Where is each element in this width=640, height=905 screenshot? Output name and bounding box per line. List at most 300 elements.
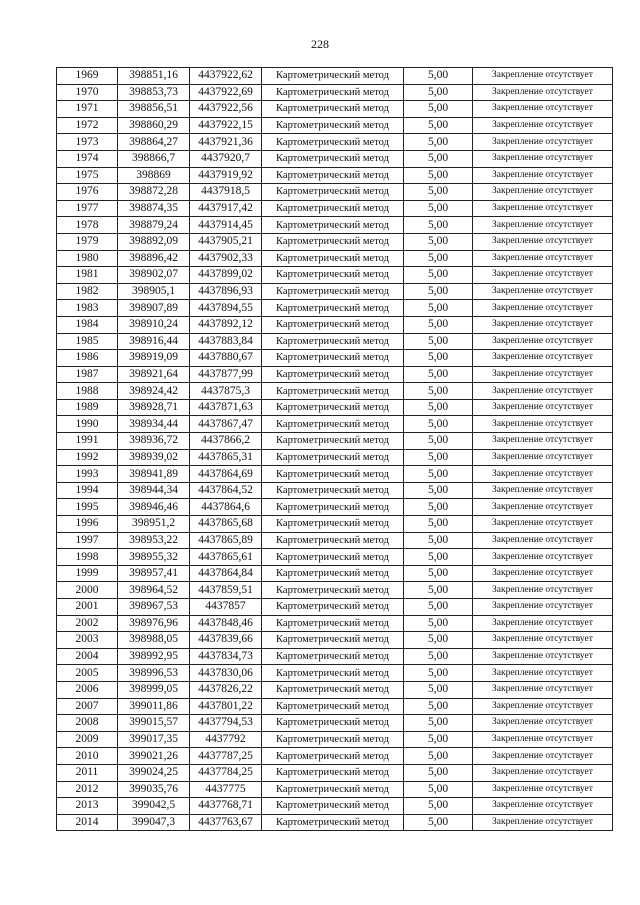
- method-cell: Картометрический метод: [262, 267, 404, 284]
- accuracy-cell: 5,00: [404, 217, 473, 234]
- table-row: [57, 532, 613, 549]
- fixation-cell: Закрепление отсутствует: [473, 350, 613, 367]
- method-cell: Картометрический метод: [262, 383, 404, 400]
- fixation-cell: Закрепление отсутствует: [473, 449, 613, 466]
- accuracy-cell: 5,00: [404, 449, 473, 466]
- method-cell: Картометрический метод: [262, 184, 404, 201]
- x-coordinate-cell: 398992,95: [118, 648, 190, 665]
- method-cell: Картометрический метод: [262, 731, 404, 748]
- method-cell: Картометрический метод: [262, 698, 404, 715]
- method-cell: Картометрический метод: [262, 217, 404, 234]
- fixation-cell: Закрепление отсутствует: [473, 731, 613, 748]
- table-row: [57, 582, 613, 599]
- fixation-cell: Закрепление отсутствует: [473, 681, 613, 698]
- fixation-cell: Закрепление отсутствует: [473, 167, 613, 184]
- accuracy-cell: 5,00: [404, 399, 473, 416]
- y-coordinate-cell: 4437830,06: [190, 665, 262, 682]
- table-row: [57, 814, 613, 831]
- fixation-cell: Закрепление отсутствует: [473, 117, 613, 134]
- fixation-cell: Закрепление отсутствует: [473, 68, 613, 85]
- table-row: [57, 449, 613, 466]
- method-cell: Картометрический метод: [262, 399, 404, 416]
- x-coordinate-cell: 398860,29: [118, 117, 190, 134]
- fixation-cell: Закрепление отсутствует: [473, 333, 613, 350]
- fixation-cell: Закрепление отсутствует: [473, 698, 613, 715]
- accuracy-cell: 5,00: [404, 764, 473, 781]
- table-row: [57, 350, 613, 367]
- table-row: [57, 150, 613, 167]
- point-number-cell: 2003: [57, 632, 118, 649]
- table-row: [57, 233, 613, 250]
- point-number-cell: 2012: [57, 781, 118, 798]
- x-coordinate-cell: 398934,44: [118, 416, 190, 433]
- fixation-cell: Закрепление отсутствует: [473, 316, 613, 333]
- point-number-cell: 1993: [57, 466, 118, 483]
- accuracy-cell: 5,00: [404, 316, 473, 333]
- point-number-cell: 1997: [57, 532, 118, 549]
- method-cell: Картометрический метод: [262, 200, 404, 217]
- accuracy-cell: 5,00: [404, 715, 473, 732]
- x-coordinate-cell: 398928,71: [118, 399, 190, 416]
- method-cell: Картометрический метод: [262, 333, 404, 350]
- accuracy-cell: 5,00: [404, 665, 473, 682]
- point-number-cell: 2000: [57, 582, 118, 599]
- fixation-cell: Закрепление отсутствует: [473, 433, 613, 450]
- x-coordinate-cell: 398910,24: [118, 316, 190, 333]
- x-coordinate-cell: 398856,51: [118, 101, 190, 118]
- x-coordinate-cell: 398916,44: [118, 333, 190, 350]
- y-coordinate-cell: 4437902,33: [190, 250, 262, 267]
- fixation-cell: Закрепление отсутствует: [473, 814, 613, 831]
- y-coordinate-cell: 4437784,25: [190, 764, 262, 781]
- y-coordinate-cell: 4437920,7: [190, 150, 262, 167]
- table-row: [57, 283, 613, 300]
- fixation-cell: Закрепление отсутствует: [473, 615, 613, 632]
- point-number-cell: 1986: [57, 350, 118, 367]
- fixation-cell: Закрепление отсутствует: [473, 200, 613, 217]
- x-coordinate-cell: 398953,22: [118, 532, 190, 549]
- table-row: [57, 117, 613, 134]
- method-cell: Картометрический метод: [262, 599, 404, 616]
- x-coordinate-cell: 399015,57: [118, 715, 190, 732]
- accuracy-cell: 5,00: [404, 698, 473, 715]
- point-number-cell: 2001: [57, 599, 118, 616]
- point-number-cell: 1974: [57, 150, 118, 167]
- method-cell: Картометрический метод: [262, 715, 404, 732]
- accuracy-cell: 5,00: [404, 300, 473, 317]
- method-cell: Картометрический метод: [262, 466, 404, 483]
- point-number-cell: 1970: [57, 84, 118, 101]
- point-number-cell: 1999: [57, 565, 118, 582]
- method-cell: Картометрический метод: [262, 134, 404, 151]
- accuracy-cell: 5,00: [404, 466, 473, 483]
- y-coordinate-cell: 4437865,89: [190, 532, 262, 549]
- coordinates-table: [56, 67, 613, 831]
- fixation-cell: Закрепление отсутствует: [473, 466, 613, 483]
- accuracy-cell: 5,00: [404, 366, 473, 383]
- table-row: [57, 615, 613, 632]
- method-cell: Картометрический метод: [262, 350, 404, 367]
- method-cell: Картометрический метод: [262, 101, 404, 118]
- accuracy-cell: 5,00: [404, 134, 473, 151]
- x-coordinate-cell: 398874,35: [118, 200, 190, 217]
- x-coordinate-cell: 398988,05: [118, 632, 190, 649]
- accuracy-cell: 5,00: [404, 532, 473, 549]
- table-row: [57, 599, 613, 616]
- y-coordinate-cell: 4437922,56: [190, 101, 262, 118]
- point-number-cell: 1988: [57, 383, 118, 400]
- fixation-cell: Закрепление отсутствует: [473, 582, 613, 599]
- y-coordinate-cell: 4437894,55: [190, 300, 262, 317]
- method-cell: Картометрический метод: [262, 516, 404, 533]
- table-row: [57, 68, 613, 85]
- x-coordinate-cell: 398896,42: [118, 250, 190, 267]
- table-row: [57, 764, 613, 781]
- point-number-cell: 1996: [57, 516, 118, 533]
- fixation-cell: Закрепление отсутствует: [473, 399, 613, 416]
- fixation-cell: Закрепление отсутствует: [473, 632, 613, 649]
- accuracy-cell: 5,00: [404, 416, 473, 433]
- accuracy-cell: 5,00: [404, 615, 473, 632]
- fixation-cell: Закрепление отсутствует: [473, 748, 613, 765]
- y-coordinate-cell: 4437922,15: [190, 117, 262, 134]
- table-row: [57, 267, 613, 284]
- x-coordinate-cell: 398976,96: [118, 615, 190, 632]
- point-number-cell: 1985: [57, 333, 118, 350]
- accuracy-cell: 5,00: [404, 383, 473, 400]
- accuracy-cell: 5,00: [404, 648, 473, 665]
- method-cell: Картометрический метод: [262, 300, 404, 317]
- x-coordinate-cell: 399042,5: [118, 798, 190, 815]
- y-coordinate-cell: 4437919,92: [190, 167, 262, 184]
- point-number-cell: 1975: [57, 167, 118, 184]
- y-coordinate-cell: 4437880,67: [190, 350, 262, 367]
- table-row: [57, 416, 613, 433]
- y-coordinate-cell: 4437866,2: [190, 433, 262, 450]
- method-cell: Картометрический метод: [262, 748, 404, 765]
- table-row: [57, 681, 613, 698]
- method-cell: Картометрический метод: [262, 781, 404, 798]
- fixation-cell: Закрепление отсутствует: [473, 300, 613, 317]
- table-row: [57, 516, 613, 533]
- x-coordinate-cell: 398905,1: [118, 283, 190, 300]
- point-number-cell: 1972: [57, 117, 118, 134]
- point-number-cell: 1994: [57, 482, 118, 499]
- table-row: [57, 84, 613, 101]
- page-number: 228: [311, 37, 329, 51]
- method-cell: Картометрический метод: [262, 84, 404, 101]
- accuracy-cell: 5,00: [404, 350, 473, 367]
- method-cell: Картометрический метод: [262, 632, 404, 649]
- y-coordinate-cell: 4437892,12: [190, 316, 262, 333]
- point-number-cell: 1992: [57, 449, 118, 466]
- accuracy-cell: 5,00: [404, 748, 473, 765]
- fixation-cell: Закрепление отсутствует: [473, 283, 613, 300]
- x-coordinate-cell: 398939,02: [118, 449, 190, 466]
- point-number-cell: 2009: [57, 731, 118, 748]
- x-coordinate-cell: 398951,2: [118, 516, 190, 533]
- point-number-cell: 1990: [57, 416, 118, 433]
- accuracy-cell: 5,00: [404, 516, 473, 533]
- accuracy-cell: 5,00: [404, 599, 473, 616]
- fixation-cell: Закрепление отсутствует: [473, 150, 613, 167]
- accuracy-cell: 5,00: [404, 433, 473, 450]
- point-number-cell: 1969: [57, 68, 118, 85]
- y-coordinate-cell: 4437922,69: [190, 84, 262, 101]
- y-coordinate-cell: 4437834,73: [190, 648, 262, 665]
- point-number-cell: 1998: [57, 549, 118, 566]
- x-coordinate-cell: 398879,24: [118, 217, 190, 234]
- accuracy-cell: 5,00: [404, 101, 473, 118]
- accuracy-cell: 5,00: [404, 681, 473, 698]
- y-coordinate-cell: 4437921,36: [190, 134, 262, 151]
- table-row: [57, 549, 613, 566]
- table-row: [57, 383, 613, 400]
- point-number-cell: 1982: [57, 283, 118, 300]
- y-coordinate-cell: 4437826,22: [190, 681, 262, 698]
- x-coordinate-cell: 398996,53: [118, 665, 190, 682]
- fixation-cell: Закрепление отсутствует: [473, 383, 613, 400]
- x-coordinate-cell: 398869: [118, 167, 190, 184]
- x-coordinate-cell: 398999,05: [118, 681, 190, 698]
- fixation-cell: Закрепление отсутствует: [473, 250, 613, 267]
- accuracy-cell: 5,00: [404, 200, 473, 217]
- fixation-cell: Закрепление отсутствует: [473, 665, 613, 682]
- point-number-cell: 2002: [57, 615, 118, 632]
- method-cell: Картометрический метод: [262, 565, 404, 582]
- x-coordinate-cell: 398864,27: [118, 134, 190, 151]
- table-row: [57, 565, 613, 582]
- y-coordinate-cell: 4437768,71: [190, 798, 262, 815]
- table-row: [57, 798, 613, 815]
- point-number-cell: 2007: [57, 698, 118, 715]
- y-coordinate-cell: 4437877,99: [190, 366, 262, 383]
- method-cell: Картометрический метод: [262, 499, 404, 516]
- y-coordinate-cell: 4437792: [190, 731, 262, 748]
- table-row: [57, 134, 613, 151]
- y-coordinate-cell: 4437922,62: [190, 68, 262, 85]
- point-number-cell: 2013: [57, 798, 118, 815]
- table-row: [57, 250, 613, 267]
- y-coordinate-cell: 4437801,22: [190, 698, 262, 715]
- point-number-cell: 1977: [57, 200, 118, 217]
- y-coordinate-cell: 4437864,69: [190, 466, 262, 483]
- accuracy-cell: 5,00: [404, 84, 473, 101]
- x-coordinate-cell: 398902,07: [118, 267, 190, 284]
- method-cell: Картометрический метод: [262, 615, 404, 632]
- y-coordinate-cell: 4437859,51: [190, 582, 262, 599]
- accuracy-cell: 5,00: [404, 250, 473, 267]
- y-coordinate-cell: 4437917,42: [190, 200, 262, 217]
- accuracy-cell: 5,00: [404, 267, 473, 284]
- accuracy-cell: 5,00: [404, 117, 473, 134]
- x-coordinate-cell: 398872,28: [118, 184, 190, 201]
- point-number-cell: 2014: [57, 814, 118, 831]
- point-number-cell: 1989: [57, 399, 118, 416]
- accuracy-cell: 5,00: [404, 283, 473, 300]
- x-coordinate-cell: 398944,34: [118, 482, 190, 499]
- table-row: [57, 499, 613, 516]
- point-number-cell: 1995: [57, 499, 118, 516]
- x-coordinate-cell: 399047,3: [118, 814, 190, 831]
- x-coordinate-cell: 399021,26: [118, 748, 190, 765]
- y-coordinate-cell: 4437883,84: [190, 333, 262, 350]
- method-cell: Картометрический метод: [262, 416, 404, 433]
- method-cell: Картометрический метод: [262, 233, 404, 250]
- y-coordinate-cell: 4437864,84: [190, 565, 262, 582]
- table-row: [57, 698, 613, 715]
- accuracy-cell: 5,00: [404, 781, 473, 798]
- fixation-cell: Закрепление отсутствует: [473, 184, 613, 201]
- table-row: [57, 366, 613, 383]
- fixation-cell: Закрепление отсутствует: [473, 565, 613, 582]
- accuracy-cell: 5,00: [404, 184, 473, 201]
- table-body: [57, 68, 613, 831]
- x-coordinate-cell: 398907,89: [118, 300, 190, 317]
- y-coordinate-cell: 4437918,5: [190, 184, 262, 201]
- fixation-cell: Закрепление отсутствует: [473, 648, 613, 665]
- fixation-cell: Закрепление отсутствует: [473, 516, 613, 533]
- point-number-cell: 2004: [57, 648, 118, 665]
- fixation-cell: Закрепление отсутствует: [473, 233, 613, 250]
- method-cell: Картометрический метод: [262, 648, 404, 665]
- x-coordinate-cell: 398941,89: [118, 466, 190, 483]
- table-row: [57, 665, 613, 682]
- x-coordinate-cell: 399017,35: [118, 731, 190, 748]
- y-coordinate-cell: 4437914,45: [190, 217, 262, 234]
- table-row: [57, 333, 613, 350]
- point-number-cell: 1980: [57, 250, 118, 267]
- fixation-cell: Закрепление отсутствует: [473, 499, 613, 516]
- y-coordinate-cell: 4437787,25: [190, 748, 262, 765]
- y-coordinate-cell: 4437871,63: [190, 399, 262, 416]
- table-row: [57, 300, 613, 317]
- method-cell: Картометрический метод: [262, 549, 404, 566]
- y-coordinate-cell: 4437905,21: [190, 233, 262, 250]
- accuracy-cell: 5,00: [404, 565, 473, 582]
- point-number-cell: 2006: [57, 681, 118, 698]
- method-cell: Картометрический метод: [262, 764, 404, 781]
- accuracy-cell: 5,00: [404, 68, 473, 85]
- table-row: [57, 217, 613, 234]
- x-coordinate-cell: 398924,42: [118, 383, 190, 400]
- table-row: [57, 101, 613, 118]
- fixation-cell: Закрепление отсутствует: [473, 798, 613, 815]
- table-row: [57, 632, 613, 649]
- table-row: [57, 167, 613, 184]
- fixation-cell: Закрепление отсутствует: [473, 366, 613, 383]
- method-cell: Картометрический метод: [262, 366, 404, 383]
- method-cell: Картометрический метод: [262, 814, 404, 831]
- y-coordinate-cell: 4437794,53: [190, 715, 262, 732]
- x-coordinate-cell: 398919,09: [118, 350, 190, 367]
- fixation-cell: Закрепление отсутствует: [473, 532, 613, 549]
- table-row: [57, 715, 613, 732]
- x-coordinate-cell: 399011,86: [118, 698, 190, 715]
- y-coordinate-cell: 4437864,6: [190, 499, 262, 516]
- point-number-cell: 1991: [57, 433, 118, 450]
- method-cell: Картометрический метод: [262, 449, 404, 466]
- method-cell: Картометрический метод: [262, 68, 404, 85]
- y-coordinate-cell: 4437865,31: [190, 449, 262, 466]
- x-coordinate-cell: 398866,7: [118, 150, 190, 167]
- accuracy-cell: 5,00: [404, 333, 473, 350]
- table-row: [57, 433, 613, 450]
- fixation-cell: Закрепление отсутствует: [473, 715, 613, 732]
- accuracy-cell: 5,00: [404, 731, 473, 748]
- point-number-cell: 1979: [57, 233, 118, 250]
- y-coordinate-cell: 4437864,52: [190, 482, 262, 499]
- fixation-cell: Закрепление отсутствует: [473, 267, 613, 284]
- point-number-cell: 1971: [57, 101, 118, 118]
- x-coordinate-cell: 398957,41: [118, 565, 190, 582]
- point-number-cell: 2005: [57, 665, 118, 682]
- point-number-cell: 2008: [57, 715, 118, 732]
- accuracy-cell: 5,00: [404, 233, 473, 250]
- x-coordinate-cell: 398921,64: [118, 366, 190, 383]
- y-coordinate-cell: 4437875,3: [190, 383, 262, 400]
- table-row: [57, 748, 613, 765]
- method-cell: Картометрический метод: [262, 283, 404, 300]
- method-cell: Картометрический метод: [262, 316, 404, 333]
- accuracy-cell: 5,00: [404, 632, 473, 649]
- table-row: [57, 466, 613, 483]
- table-row: [57, 316, 613, 333]
- y-coordinate-cell: 4437899,02: [190, 267, 262, 284]
- point-number-cell: 2011: [57, 764, 118, 781]
- accuracy-cell: 5,00: [404, 814, 473, 831]
- fixation-cell: Закрепление отсутствует: [473, 599, 613, 616]
- table-row: [57, 184, 613, 201]
- fixation-cell: Закрепление отсутствует: [473, 549, 613, 566]
- accuracy-cell: 5,00: [404, 167, 473, 184]
- method-cell: Картометрический метод: [262, 665, 404, 682]
- y-coordinate-cell: 4437775: [190, 781, 262, 798]
- method-cell: Картометрический метод: [262, 250, 404, 267]
- y-coordinate-cell: 4437896,93: [190, 283, 262, 300]
- y-coordinate-cell: 4437848,46: [190, 615, 262, 632]
- x-coordinate-cell: 398892,09: [118, 233, 190, 250]
- accuracy-cell: 5,00: [404, 482, 473, 499]
- x-coordinate-cell: 398964,52: [118, 582, 190, 599]
- accuracy-cell: 5,00: [404, 549, 473, 566]
- fixation-cell: Закрепление отсутствует: [473, 84, 613, 101]
- x-coordinate-cell: 398955,32: [118, 549, 190, 566]
- point-number-cell: 1978: [57, 217, 118, 234]
- table-row: [57, 482, 613, 499]
- point-number-cell: 1987: [57, 366, 118, 383]
- table-row: [57, 781, 613, 798]
- accuracy-cell: 5,00: [404, 499, 473, 516]
- table-row: [57, 200, 613, 217]
- table-row: [57, 399, 613, 416]
- y-coordinate-cell: 4437867,47: [190, 416, 262, 433]
- table-row: [57, 731, 613, 748]
- y-coordinate-cell: 4437763,67: [190, 814, 262, 831]
- x-coordinate-cell: 398967,53: [118, 599, 190, 616]
- method-cell: Картометрический метод: [262, 482, 404, 499]
- fixation-cell: Закрепление отсутствует: [473, 764, 613, 781]
- fixation-cell: Закрепление отсутствует: [473, 416, 613, 433]
- table-row: [57, 648, 613, 665]
- accuracy-cell: 5,00: [404, 582, 473, 599]
- method-cell: Картометрический метод: [262, 532, 404, 549]
- point-number-cell: 1976: [57, 184, 118, 201]
- y-coordinate-cell: 4437857: [190, 599, 262, 616]
- x-coordinate-cell: 399035,76: [118, 781, 190, 798]
- method-cell: Картометрический метод: [262, 150, 404, 167]
- x-coordinate-cell: 398851,16: [118, 68, 190, 85]
